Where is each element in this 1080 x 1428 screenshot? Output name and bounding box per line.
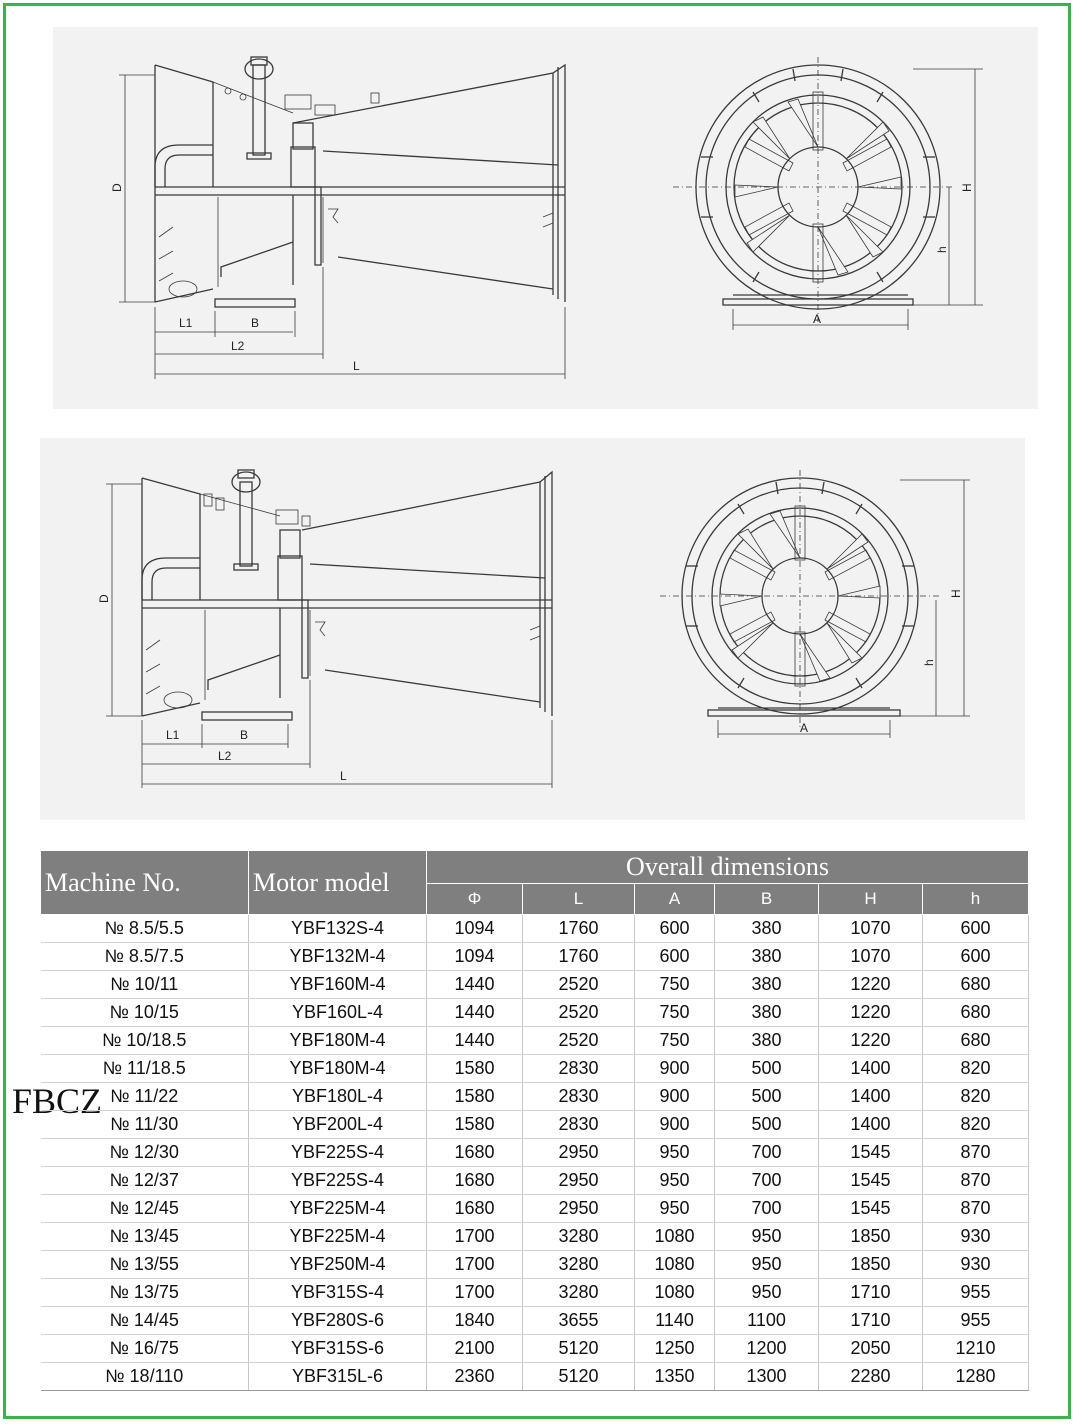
- table-row: [41, 915, 1029, 943]
- dim-label-D: D: [97, 594, 111, 603]
- cell-l: 2830: [523, 1055, 635, 1083]
- cell-l: 2520: [523, 971, 635, 999]
- cell-motor: YBF225S-4: [249, 1139, 427, 1167]
- front-view: [673, 57, 983, 330]
- cell-a: 1350: [635, 1363, 715, 1391]
- cell-motor: YBF160L-4: [249, 999, 427, 1027]
- cell-h: 1220: [819, 1027, 923, 1055]
- cell-motor: YBF180L-4: [249, 1083, 427, 1111]
- cell-h: 1710: [819, 1307, 923, 1335]
- cell-machine: № 14/45: [41, 1307, 249, 1335]
- cell-machine: № 12/30: [41, 1139, 249, 1167]
- table-row: [41, 1335, 1029, 1363]
- cell-b: 700: [715, 1195, 819, 1223]
- cell-a: 900: [635, 1083, 715, 1111]
- table-row: [41, 1223, 1029, 1251]
- cell-h: 600: [923, 915, 1029, 943]
- header-h: h: [923, 884, 1029, 915]
- cell-b: 1200: [715, 1335, 819, 1363]
- cell-h: 1070: [819, 915, 923, 943]
- cell-phi: 1440: [427, 971, 523, 999]
- cell-h: 1545: [819, 1139, 923, 1167]
- cell-a: 750: [635, 999, 715, 1027]
- header-B: B: [715, 884, 819, 915]
- cell-h: 870: [923, 1139, 1029, 1167]
- cell-l: 1760: [523, 915, 635, 943]
- cell-machine: № 8.5/5.5: [41, 915, 249, 943]
- cell-h: 600: [923, 943, 1029, 971]
- cell-phi: 1094: [427, 915, 523, 943]
- dim-label-D: D: [110, 183, 124, 192]
- table-row: [41, 1195, 1029, 1223]
- cell-l: 1760: [523, 943, 635, 971]
- cell-b: 950: [715, 1279, 819, 1307]
- cell-h: 1850: [819, 1223, 923, 1251]
- cell-h: 1400: [819, 1083, 923, 1111]
- cell-l: 2950: [523, 1167, 635, 1195]
- cell-a: 950: [635, 1139, 715, 1167]
- cell-a: 750: [635, 971, 715, 999]
- cell-a: 950: [635, 1167, 715, 1195]
- cell-h: 1710: [819, 1279, 923, 1307]
- cell-a: 1250: [635, 1335, 715, 1363]
- cell-l: 5120: [523, 1335, 635, 1363]
- table-row: [41, 1055, 1029, 1083]
- cell-a: 750: [635, 1027, 715, 1055]
- cell-motor: YBF225M-4: [249, 1195, 427, 1223]
- cell-h: 820: [923, 1083, 1029, 1111]
- table-row: [41, 1111, 1029, 1139]
- fan-drawing-top: [53, 27, 1038, 409]
- dim-label-B: B: [240, 728, 249, 742]
- cell-motor: YBF160M-4: [249, 971, 427, 999]
- cell-b: 380: [715, 1027, 819, 1055]
- cell-phi: 1680: [427, 1167, 523, 1195]
- cell-phi: 1700: [427, 1251, 523, 1279]
- cell-h: 1400: [819, 1111, 923, 1139]
- cell-phi: 1580: [427, 1111, 523, 1139]
- side-view: [97, 470, 552, 788]
- cell-phi: 1700: [427, 1279, 523, 1307]
- cell-motor: YBF225S-4: [249, 1167, 427, 1195]
- cell-l: 2950: [523, 1139, 635, 1167]
- cell-phi: 1700: [427, 1223, 523, 1251]
- cell-b: 380: [715, 971, 819, 999]
- table-row: [41, 1139, 1029, 1167]
- table-row: [41, 943, 1029, 971]
- dim-label-h: h: [922, 659, 936, 666]
- cell-h: 1070: [819, 943, 923, 971]
- cell-phi: 1840: [427, 1307, 523, 1335]
- header-motor-model: Motor model: [249, 851, 427, 915]
- dim-label-H: H: [949, 589, 963, 598]
- table-row: [41, 971, 1029, 999]
- cell-h: 1850: [819, 1251, 923, 1279]
- cell-phi: 1440: [427, 999, 523, 1027]
- cell-machine: № 11/18.5: [41, 1055, 249, 1083]
- cell-motor: YBF315L-6: [249, 1363, 427, 1391]
- cell-h: 955: [923, 1307, 1029, 1335]
- cell-h: 1400: [819, 1055, 923, 1083]
- cell-machine: № 16/75: [41, 1335, 249, 1363]
- cell-machine: № 13/45: [41, 1223, 249, 1251]
- cell-h: 2280: [819, 1363, 923, 1391]
- table-row: [41, 1027, 1029, 1055]
- cell-machine: № 10/11: [41, 971, 249, 999]
- cell-h: 820: [923, 1055, 1029, 1083]
- cell-a: 600: [635, 943, 715, 971]
- side-view: [110, 57, 565, 379]
- dim-label-B: B: [251, 316, 260, 330]
- cell-machine: № 12/37: [41, 1167, 249, 1195]
- cell-h: 1220: [819, 971, 923, 999]
- cell-l: 2830: [523, 1083, 635, 1111]
- table-row: [41, 1251, 1029, 1279]
- cell-h: 820: [923, 1111, 1029, 1139]
- cell-b: 380: [715, 915, 819, 943]
- cell-l: 2950: [523, 1195, 635, 1223]
- cell-h: 1545: [819, 1195, 923, 1223]
- cell-b: 500: [715, 1055, 819, 1083]
- cell-h: 1545: [819, 1167, 923, 1195]
- cell-motor: YBF132M-4: [249, 943, 427, 971]
- cell-phi: 1580: [427, 1083, 523, 1111]
- dim-label-L1: L1: [179, 316, 193, 330]
- cell-h: 680: [923, 1027, 1029, 1055]
- cell-machine: № 13/75: [41, 1279, 249, 1307]
- header-A: A: [635, 884, 715, 915]
- cell-machine: № 18/110: [41, 1363, 249, 1391]
- dim-label-L2: L2: [231, 339, 245, 353]
- cell-motor: YBF315S-6: [249, 1335, 427, 1363]
- cell-motor: YBF225M-4: [249, 1223, 427, 1251]
- table-row: [41, 1363, 1029, 1391]
- cell-phi: 2100: [427, 1335, 523, 1363]
- drawing-panel-bottom: [40, 438, 1025, 820]
- dim-label-H: H: [960, 183, 974, 192]
- cell-b: 700: [715, 1167, 819, 1195]
- cell-l: 3280: [523, 1251, 635, 1279]
- dimensions-table: [40, 850, 1029, 1391]
- front-view: [660, 470, 970, 738]
- cell-phi: 1094: [427, 943, 523, 971]
- cell-a: 1140: [635, 1307, 715, 1335]
- cell-b: 700: [715, 1139, 819, 1167]
- header-machine-no: Machine No.: [41, 851, 249, 915]
- cell-a: 1080: [635, 1251, 715, 1279]
- cell-b: 380: [715, 943, 819, 971]
- dim-label-L: L: [353, 359, 360, 373]
- cell-motor: YBF315S-4: [249, 1279, 427, 1307]
- cell-l: 3280: [523, 1279, 635, 1307]
- cell-l: 5120: [523, 1363, 635, 1391]
- cell-h: 1280: [923, 1363, 1029, 1391]
- cell-machine: № 12/45: [41, 1195, 249, 1223]
- dim-label-L1: L1: [166, 728, 180, 742]
- cell-l: 2830: [523, 1111, 635, 1139]
- table-row: [41, 999, 1029, 1027]
- header-overall-dimensions: Overall dimensions: [427, 851, 1029, 884]
- cell-a: 1080: [635, 1279, 715, 1307]
- header-phi: Φ: [427, 884, 523, 915]
- cell-b: 950: [715, 1251, 819, 1279]
- cell-a: 600: [635, 915, 715, 943]
- dim-label-L2: L2: [218, 749, 232, 763]
- table-row: [41, 1083, 1029, 1111]
- cell-motor: YBF180M-4: [249, 1027, 427, 1055]
- cell-phi: 1440: [427, 1027, 523, 1055]
- dim-label-h: h: [935, 246, 949, 253]
- cell-h: 955: [923, 1279, 1029, 1307]
- cell-a: 1080: [635, 1223, 715, 1251]
- header-H: H: [819, 884, 923, 915]
- dim-label-A: A: [800, 721, 809, 735]
- cell-machine: № 13/55: [41, 1251, 249, 1279]
- cell-phi: 1580: [427, 1055, 523, 1083]
- cell-a: 900: [635, 1111, 715, 1139]
- drawing-panel-top: [53, 27, 1038, 409]
- series-label: FBCZ: [12, 1081, 103, 1121]
- cell-a: 950: [635, 1195, 715, 1223]
- dim-label-A: A: [813, 312, 822, 326]
- cell-motor: YBF180M-4: [249, 1055, 427, 1083]
- cell-b: 500: [715, 1111, 819, 1139]
- cell-motor: YBF280S-6: [249, 1307, 427, 1335]
- cell-b: 380: [715, 999, 819, 1027]
- cell-h: 680: [923, 999, 1029, 1027]
- cell-h: 680: [923, 971, 1029, 999]
- cell-motor: YBF200L-4: [249, 1111, 427, 1139]
- table-row: [41, 1279, 1029, 1307]
- cell-motor: YBF132S-4: [249, 915, 427, 943]
- table-row: [41, 1167, 1029, 1195]
- cell-h: 930: [923, 1223, 1029, 1251]
- cell-motor: YBF250M-4: [249, 1251, 427, 1279]
- cell-machine: № 10/18.5: [41, 1027, 249, 1055]
- cell-b: 500: [715, 1083, 819, 1111]
- cell-phi: 2360: [427, 1363, 523, 1391]
- cell-machine: № 11/30: [41, 1111, 249, 1139]
- cell-h: 1210: [923, 1335, 1029, 1363]
- cell-a: 900: [635, 1055, 715, 1083]
- cell-b: 1300: [715, 1363, 819, 1391]
- cell-h: 870: [923, 1195, 1029, 1223]
- cell-machine: № 8.5/7.5: [41, 943, 249, 971]
- cell-l: 3655: [523, 1307, 635, 1335]
- cell-l: 2520: [523, 999, 635, 1027]
- cell-l: 2520: [523, 1027, 635, 1055]
- cell-phi: 1680: [427, 1195, 523, 1223]
- fan-drawing-bottom: [40, 438, 1025, 820]
- cell-machine: № 11/22: [41, 1083, 249, 1111]
- cell-machine: № 10/15: [41, 999, 249, 1027]
- cell-phi: 1680: [427, 1139, 523, 1167]
- header-L: L: [523, 884, 635, 915]
- cell-h: 930: [923, 1251, 1029, 1279]
- table-row: [41, 1307, 1029, 1335]
- cell-h: 1220: [819, 999, 923, 1027]
- cell-b: 1100: [715, 1307, 819, 1335]
- cell-b: 950: [715, 1223, 819, 1251]
- cell-h: 870: [923, 1167, 1029, 1195]
- cell-l: 3280: [523, 1223, 635, 1251]
- dim-label-L: L: [340, 769, 347, 783]
- cell-h: 2050: [819, 1335, 923, 1363]
